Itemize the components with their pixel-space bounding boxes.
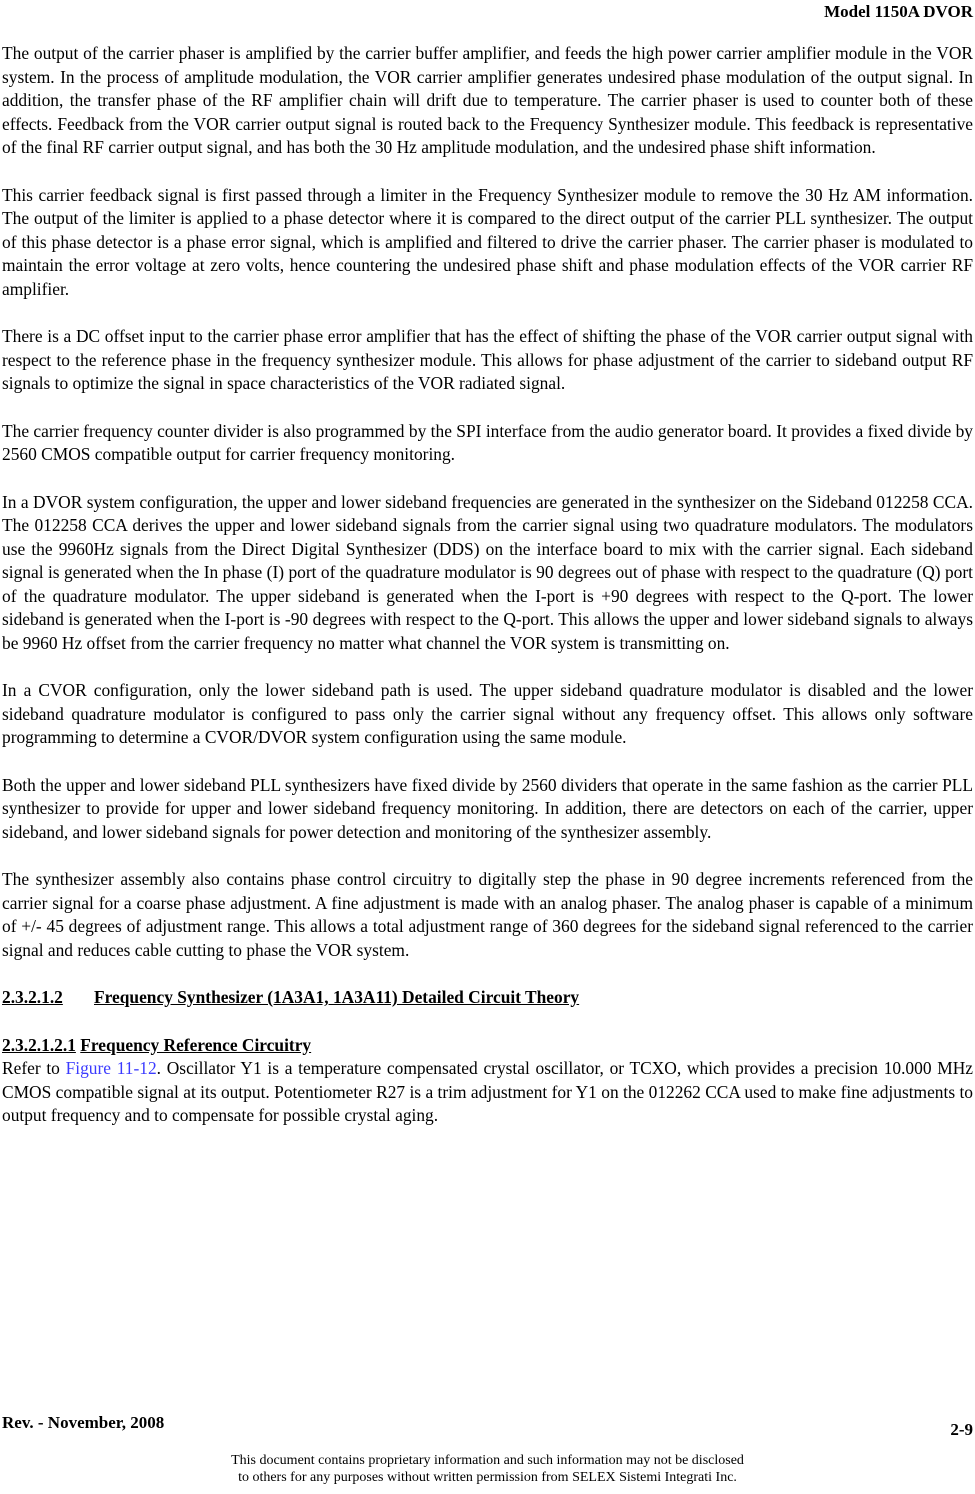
notice-line-2: to others for any purposes without written permission from SELEX Sistemi Integrati Inc.: [238, 1470, 737, 1485]
subsection-number: 2.3.2.1.2.1: [2, 1034, 76, 1055]
paragraph-frequency-reference: [2, 1057, 973, 1128]
text-before-link: Refer to: [2, 1058, 66, 1078]
notice-line-1: This document contains proprietary information and such information may not be disclosed: [231, 1453, 744, 1468]
subsection-title: Frequency Reference Circuitry: [80, 1034, 312, 1055]
footer-revision: Rev. - November, 2008: [2, 1413, 165, 1432]
document-body: [2, 42, 973, 1152]
section-title: Frequency Synthesizer (1A3A1, 1A3A11) Detailed Circuit Theory: [94, 987, 580, 1007]
section-number: 2.3.2.1.2: [2, 987, 63, 1007]
paragraph-carrier-phaser: The output of the carrier phaser is amplified by the carrier buffer amplifier, and feeds the high power carrier amplifier module in the VOR system. In the process of amplitude modulation, the VOR carrier amplifier generates undesired phase modulation of the output signal. In addition, the transfer phase of the RF amplifier chain will drift due to temperature. The carrier phaser is used to counter both of these effects. Feedback from the VOR carrier output signal is routed back to the Frequency Synthesizer module. This feedback is representative of the final RF carrier output signal, and has both the 30 Hz amplitude modulation, and the undesired phase shift information.: [2, 43, 973, 157]
paragraph-pll-synthesizers: Both the upper and lower sideband PLL synthesizers have fixed divide by 2560 dividers that operate in the same fashion as the carrier PLL synthesizer to provide for upper and lower sideband frequency monitoring. In addition, there are detectors on each of the carrier, upper sideband, and lower sideband signals for power detection and monitoring of the synthesizer assembly.: [2, 774, 973, 842]
paragraph-cvor-config: In a CVOR configuration, only the lower sideband path is used. The upper sideband quadrature modulator is disabled and the lower sideband quadrature modulator is configured to pass only the carrier signal without any frequency offset. This allows only software programming to determine a CVOR/DVOR system configuration using the same module.: [2, 680, 973, 747]
paragraph-counter-divider: The carrier frequency counter divider is also programmed by the SPI interface from the audio generator board. It provides a fixed divide by 2560 CMOS compatible output for carrier frequency monitoring.: [2, 420, 973, 464]
paragraph-carrier-feedback: This carrier feedback signal is first passed through a limiter in the Frequency Synthesizer module to remove the 30 Hz AM information. The output of the limiter is applied to a phase detector where it is compared to the direct output of the carrier PLL synthesizer. The output of this phase detector is a phase error signal, which is amplified and filtered to drive the carrier phaser. The carrier phaser is modulated to maintain the error voltage at zero volts, hence countering the undesired phase shift and phase modulation effects of the VOR carrier RF amplifier.: [2, 184, 973, 299]
paragraph-dvor-config: In a DVOR system configuration, the upper and lower sideband frequencies are generated in the synthesizer on the Sideband 012258 CCA. The 012258 CCA derives the upper and lower sideband signals from the carrier signal using two quadrature modulators. The modulators use the 9960Hz signals from the Direct Digital Synthesizer (DDS) on the interface board to mix with the carrier signal. Each sideband signal is generated when the In phase (I) port of the quadrature modulator is 90 degrees out of phase with respect to the quadrature (Q) port of the quadrature modulator. The upper sideband is generated when the I-port is +90 degrees with respect to the Q-port. The lower sideband is generated when the I-port is -90 degrees with respect to the Q-port. This allows the upper and lower sideband signals to always be 9960 Hz offset from the carrier frequency no matter what channel the VOR system is transmitting on.: [2, 491, 973, 653]
subsection-heading: [2, 1034, 973, 1058]
page-header-model: Model 1150A DVOR: [824, 2, 973, 21]
footer-page-number: 2-9: [950, 1420, 973, 1439]
paragraph-dc-offset: There is a DC offset input to the carrier phase error amplifier that has the effect of shifting the phase of the VOR carrier output signal with respect to the reference phase in the frequency synthesizer module. This allows for phase adjustment of the carrier to sideband output RF signals to optimize the signal in space characteristics of the VOR radiated signal.: [2, 326, 973, 393]
proprietary-notice: [0, 1452, 975, 1486]
text-after-link: . Oscillator Y1 is a temperature compensated crystal oscillator, or TCXO, which provides a precision 10.000 MHz CMOS compatible signal at its output. Potentiometer R27 is a trim adjustment for Y1 on the 012262 CCA used to make fine adjustments to output frequency and to compensate for possible crystal aging.: [2, 1058, 973, 1125]
paragraph-phase-control: The synthesizer assembly also contains phase control circuitry to digitally step the phase in 90 degree increments referenced from the carrier signal for a coarse phase adjustment. A fine adjustment is made with an analog phaser. The analog phaser is capable of a minimum of +/- 45 degrees of adjustment range. This allows a total adjustment range of 360 degrees for the sideband signal referenced to the carrier signal and reduces cable cutting to phase the VOR system.: [2, 869, 973, 960]
section-heading: [2, 986, 973, 1010]
figure-link[interactable]: Figure 11-12: [65, 1058, 157, 1078]
